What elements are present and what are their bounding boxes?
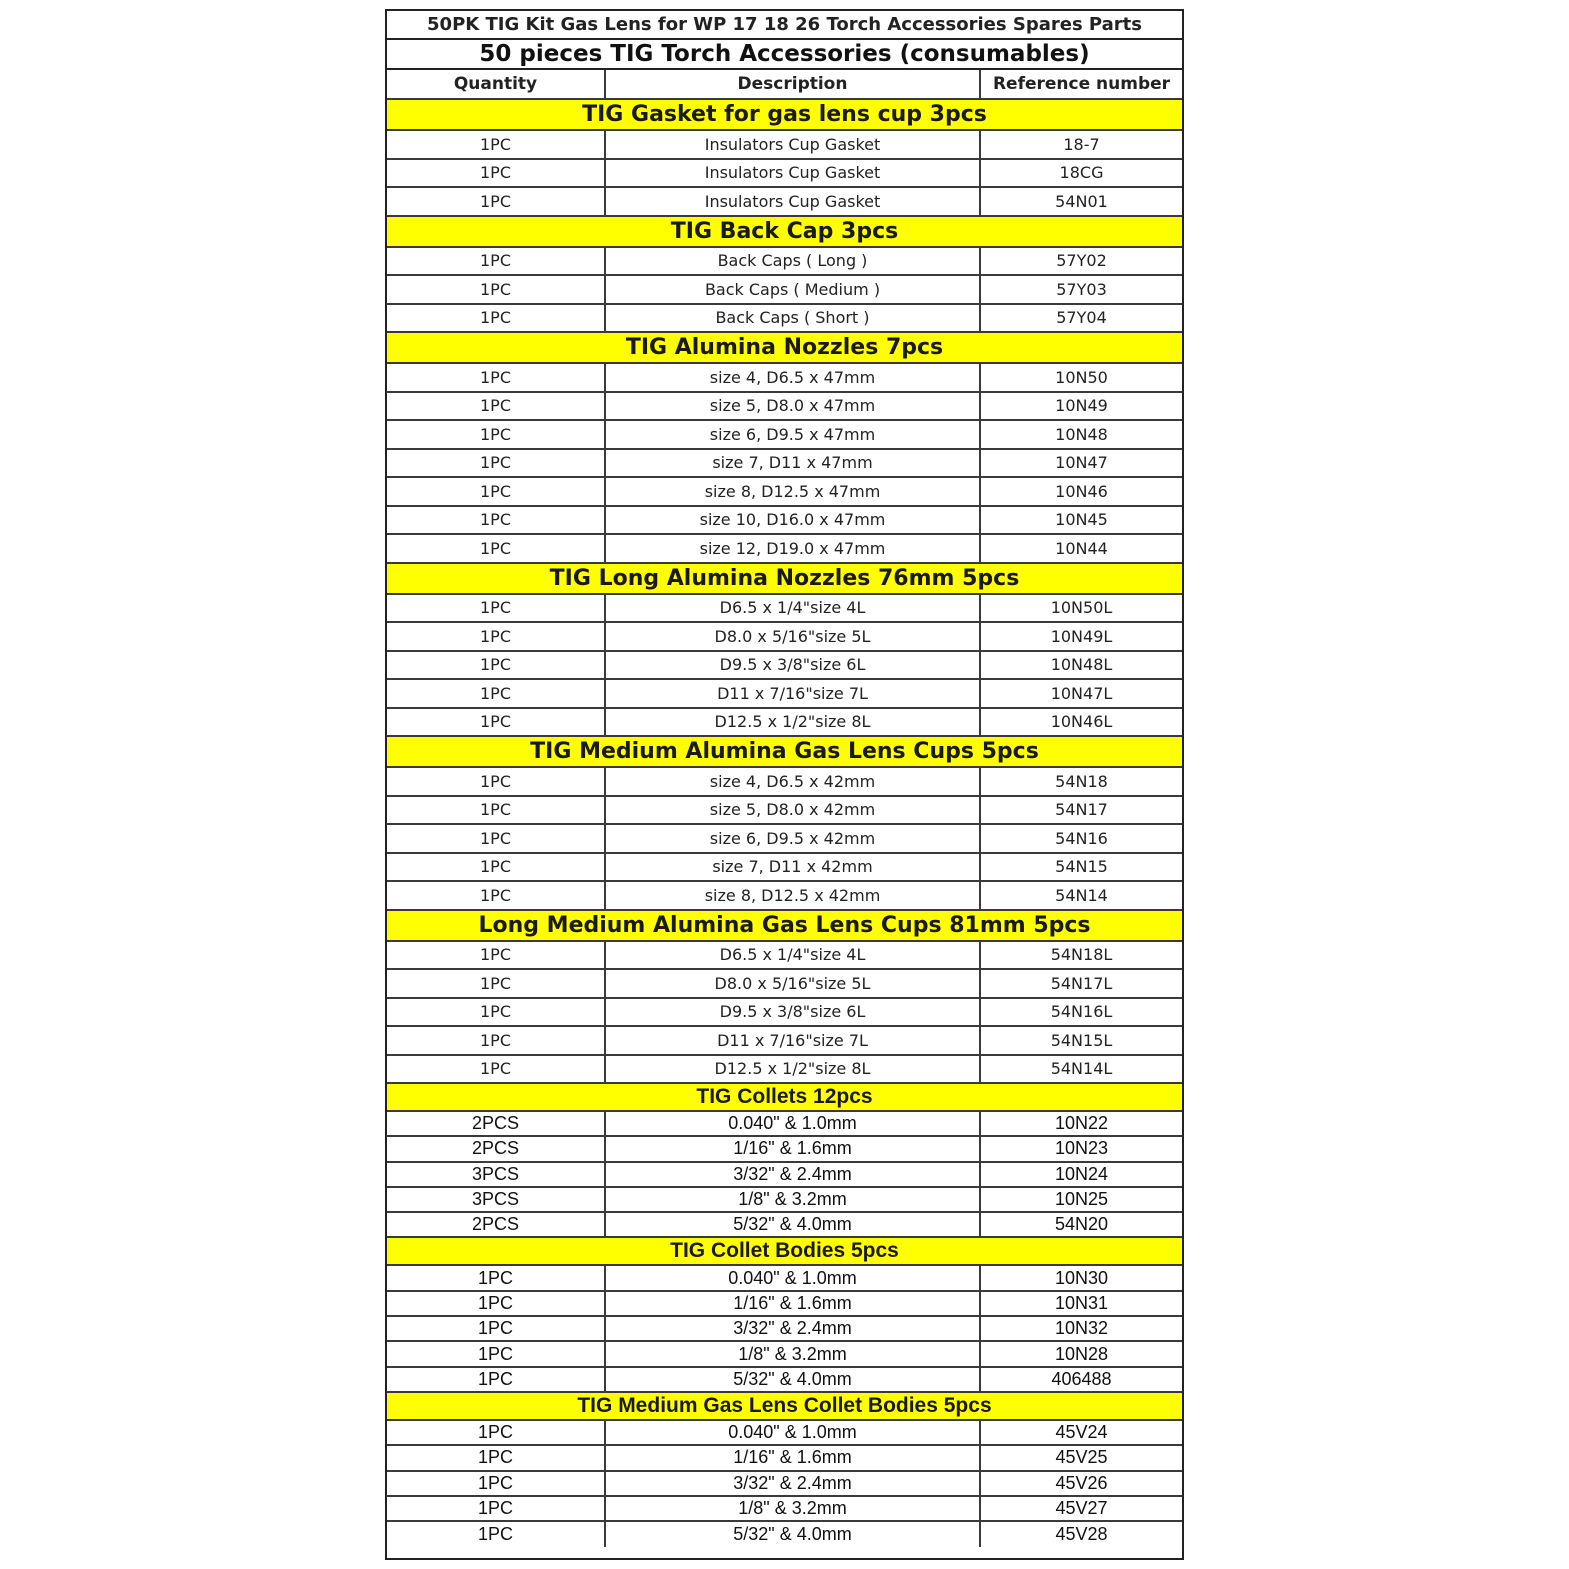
table-row: [387, 1213, 1182, 1238]
table-row: [387, 393, 1182, 422]
reference-cell: 10N22: [1054, 1113, 1109, 1134]
quantity-cell: 3PCS: [387, 1188, 606, 1211]
description-cell: D11 x 7/16"size 7L: [606, 1027, 981, 1054]
section: [387, 1238, 1182, 1392]
table-row: [387, 131, 1182, 160]
table-row: [387, 768, 1182, 797]
table-row: [387, 1188, 1182, 1213]
table-row: [387, 421, 1182, 450]
description-cell: size 7, D11 x 42mm: [606, 854, 981, 881]
description-cell: D11 x 7/16"size 7L: [606, 680, 981, 707]
description-cell: size 10, D16.0 x 47mm: [606, 507, 981, 534]
quantity-cell: 1PC: [387, 1446, 606, 1469]
description-cell: size 6, D9.5 x 42mm: [606, 825, 981, 852]
section-title: TIG Long Alumina Nozzles 76mm 5pcs: [387, 564, 1182, 595]
table-row: [387, 1137, 1182, 1162]
column-header-row: [387, 70, 1182, 100]
description-cell: 1/8" & 3.2mm: [606, 1342, 981, 1365]
description-cell: size 7, D11 x 47mm: [606, 450, 981, 477]
quantity-cell: 1PC: [387, 1056, 606, 1083]
table-row: [387, 1446, 1182, 1471]
reference-cell: 10N48: [1055, 424, 1108, 444]
description-cell: Insulators Cup Gasket: [606, 131, 981, 158]
description-cell: Back Caps ( Medium ): [606, 276, 981, 303]
description-cell: 3/32" & 2.4mm: [606, 1317, 981, 1340]
reference-cell: 10N25: [1054, 1189, 1109, 1210]
quantity-cell: 1PC: [387, 999, 606, 1026]
reference-cell: 10N49: [1055, 396, 1108, 416]
description-cell: D12.5 x 1/2"size 8L: [606, 709, 981, 736]
reference-cell: 45V25: [1055, 1447, 1108, 1468]
table-row: [387, 825, 1182, 854]
description-cell: size 4, D6.5 x 47mm: [606, 364, 981, 391]
table-row: [387, 1266, 1182, 1291]
section-title: TIG Medium Alumina Gas Lens Cups 5pcs: [387, 737, 1182, 768]
section-title: TIG Back Cap 3pcs: [387, 217, 1182, 248]
description-cell: D8.0 x 5/16"size 5L: [606, 970, 981, 997]
quantity-cell: 1PC: [387, 248, 606, 275]
description-cell: Insulators Cup Gasket: [606, 188, 981, 215]
quantity-cell: 1PC: [387, 825, 606, 852]
description-cell: D12.5 x 1/2"size 8L: [606, 1056, 981, 1083]
reference-cell: 18CG: [1059, 163, 1104, 183]
reference-cell: 54N18L: [1050, 945, 1113, 965]
quantity-cell: 1PC: [387, 1368, 606, 1391]
quantity-cell: 1PC: [387, 709, 606, 736]
table-row: [387, 248, 1182, 277]
description-cell: D9.5 x 3/8"size 6L: [606, 999, 981, 1026]
quantity-cell: 3PCS: [387, 1163, 606, 1186]
description-cell: 0.040" & 1.0mm: [606, 1112, 981, 1135]
section-group-upper: [387, 100, 1182, 1084]
reference-cell: 54N15: [1055, 857, 1108, 877]
quantity-cell: 1PC: [387, 854, 606, 881]
description-cell: D8.0 x 5/16"size 5L: [606, 623, 981, 650]
quantity-cell: 1PC: [387, 535, 606, 562]
reference-cell: 45V28: [1055, 1524, 1108, 1545]
reference-cell: 10N32: [1054, 1318, 1109, 1339]
parts-table: [385, 9, 1184, 1560]
quantity-cell: 1PC: [387, 450, 606, 477]
reference-cell: 54N14: [1055, 885, 1108, 905]
reference-cell: 54N14L: [1050, 1059, 1113, 1079]
column-header-quantity: Quantity: [387, 70, 606, 98]
table-row: [387, 1368, 1182, 1393]
table-row: [387, 160, 1182, 189]
quantity-cell: 1PC: [387, 1522, 606, 1547]
table-row: [387, 1421, 1182, 1446]
quantity-cell: 1PC: [387, 1027, 606, 1054]
table-row: [387, 478, 1182, 507]
description-cell: Back Caps ( Short ): [606, 305, 981, 332]
table-row: [387, 854, 1182, 883]
table-row: [387, 1112, 1182, 1137]
table-row: [387, 942, 1182, 971]
quantity-cell: 1PC: [387, 768, 606, 795]
quantity-cell: 1PC: [387, 364, 606, 391]
reference-cell: 10N30: [1054, 1267, 1109, 1288]
reference-cell: 10N44: [1055, 538, 1108, 558]
quantity-cell: 1PC: [387, 1421, 606, 1444]
table-row: [387, 1342, 1182, 1367]
reference-cell: 57Y02: [1056, 251, 1107, 271]
reference-cell: 406488: [1051, 1368, 1112, 1389]
table-row: [387, 709, 1182, 738]
reference-cell: 57Y03: [1056, 279, 1107, 299]
table-row: [387, 970, 1182, 999]
reference-cell: 54N20: [1054, 1214, 1109, 1235]
table-row: [387, 535, 1182, 564]
quantity-cell: 1PC: [387, 680, 606, 707]
reference-cell: 45V26: [1055, 1472, 1108, 1493]
reference-cell: 10N49L: [1050, 626, 1113, 646]
reference-cell: 54N01: [1055, 191, 1108, 211]
table-row: [387, 1292, 1182, 1317]
table-row: [387, 680, 1182, 709]
quantity-cell: 1PC: [387, 623, 606, 650]
quantity-cell: 1PC: [387, 1342, 606, 1365]
reference-cell: 54N16: [1055, 828, 1108, 848]
table-row: [387, 188, 1182, 217]
table-row: [387, 1522, 1182, 1547]
description-cell: 1/8" & 3.2mm: [606, 1188, 981, 1211]
reference-cell: 57Y04: [1056, 308, 1107, 328]
description-cell: size 4, D6.5 x 42mm: [606, 768, 981, 795]
reference-cell: 54N16L: [1050, 1002, 1113, 1022]
section-title: TIG Collets 12pcs: [387, 1084, 1182, 1112]
section-title: TIG Medium Gas Lens Collet Bodies 5pcs: [387, 1393, 1182, 1421]
description-cell: size 8, D12.5 x 42mm: [606, 882, 981, 909]
section: [387, 1393, 1182, 1547]
section: [387, 217, 1182, 334]
reference-cell: 54N17: [1055, 800, 1108, 820]
table-row: [387, 999, 1182, 1028]
description-cell: 5/32" & 4.0mm: [606, 1522, 981, 1547]
reference-cell: 18-7: [1063, 134, 1100, 154]
quantity-cell: 1PC: [387, 131, 606, 158]
description-cell: size 5, D8.0 x 47mm: [606, 393, 981, 420]
quantity-cell: 1PC: [387, 507, 606, 534]
description-cell: D6.5 x 1/4"size 4L: [606, 595, 981, 622]
reference-cell: 10N24: [1054, 1163, 1109, 1184]
description-cell: D6.5 x 1/4"size 4L: [606, 942, 981, 969]
reference-cell: 10N48L: [1050, 655, 1113, 675]
reference-cell: 10N50: [1055, 367, 1108, 387]
description-cell: 0.040" & 1.0mm: [606, 1421, 981, 1444]
table-title: 50PK TIG Kit Gas Lens for WP 17 18 26 Torch Accessories Spares Parts: [387, 11, 1182, 40]
table-row: [387, 1056, 1182, 1085]
description-cell: 1/8" & 3.2mm: [606, 1497, 981, 1520]
quantity-cell: 1PC: [387, 970, 606, 997]
quantity-cell: 1PC: [387, 1292, 606, 1315]
description-cell: 5/32" & 4.0mm: [606, 1368, 981, 1391]
section: [387, 911, 1182, 1085]
section: [387, 1084, 1182, 1238]
description-cell: 1/16" & 1.6mm: [606, 1137, 981, 1160]
table-row: [387, 1472, 1182, 1497]
table-row: [387, 797, 1182, 826]
reference-cell: 10N28: [1054, 1343, 1109, 1364]
reference-cell: 10N50L: [1050, 598, 1113, 618]
quantity-cell: 1PC: [387, 942, 606, 969]
section-group-lower: [387, 1084, 1182, 1547]
quantity-cell: 1PC: [387, 160, 606, 187]
quantity-cell: 1PC: [387, 188, 606, 215]
section-title: TIG Alumina Nozzles 7pcs: [387, 333, 1182, 364]
table-row: [387, 1027, 1182, 1056]
table-row: [387, 450, 1182, 479]
reference-cell: 45V27: [1055, 1498, 1108, 1518]
quantity-cell: 1PC: [387, 305, 606, 332]
quantity-cell: 1PC: [387, 276, 606, 303]
description-cell: size 12, D19.0 x 47mm: [606, 535, 981, 562]
description-cell: 3/32" & 2.4mm: [606, 1472, 981, 1495]
description-cell: size 5, D8.0 x 42mm: [606, 797, 981, 824]
column-header-description: Description: [606, 70, 981, 98]
reference-cell: 10N31: [1054, 1292, 1109, 1313]
reference-cell: 45V24: [1055, 1422, 1108, 1443]
reference-cell: 54N18: [1055, 771, 1108, 791]
section-title: TIG Gasket for gas lens cup 3pcs: [387, 100, 1182, 131]
quantity-cell: 1PC: [387, 1497, 606, 1520]
reference-cell: 54N17L: [1050, 973, 1113, 993]
description-cell: 1/16" & 1.6mm: [606, 1446, 981, 1469]
table-subtitle: 50 pieces TIG Torch Accessories (consumables): [387, 40, 1182, 70]
section-title: Long Medium Alumina Gas Lens Cups 81mm 5pcs: [387, 911, 1182, 942]
quantity-cell: 1PC: [387, 1472, 606, 1495]
reference-cell: 10N23: [1054, 1138, 1109, 1159]
description-cell: 1/16" & 1.6mm: [606, 1292, 981, 1315]
table-row: [387, 507, 1182, 536]
table-row: [387, 882, 1182, 911]
quantity-cell: 2PCS: [387, 1213, 606, 1236]
table-row: [387, 1497, 1182, 1522]
table-row: [387, 305, 1182, 334]
section: [387, 100, 1182, 217]
reference-cell: 54N15L: [1050, 1030, 1113, 1050]
table-row: [387, 1317, 1182, 1342]
quantity-cell: 1PC: [387, 393, 606, 420]
description-cell: 3/32" & 2.4mm: [606, 1163, 981, 1186]
quantity-cell: 1PC: [387, 1317, 606, 1340]
quantity-cell: 2PCS: [387, 1137, 606, 1160]
description-cell: size 6, D9.5 x 47mm: [606, 421, 981, 448]
table-row: [387, 652, 1182, 681]
reference-cell: 10N46L: [1050, 712, 1113, 732]
quantity-cell: 1PC: [387, 1266, 606, 1289]
quantity-cell: 2PCS: [387, 1112, 606, 1135]
reference-cell: 10N46: [1055, 481, 1108, 501]
description-cell: D9.5 x 3/8"size 6L: [606, 652, 981, 679]
description-cell: 0.040" & 1.0mm: [606, 1266, 981, 1289]
reference-cell: 10N47: [1055, 453, 1108, 473]
quantity-cell: 1PC: [387, 421, 606, 448]
description-cell: size 8, D12.5 x 47mm: [606, 478, 981, 505]
section: [387, 737, 1182, 911]
table-row: [387, 623, 1182, 652]
quantity-cell: 1PC: [387, 595, 606, 622]
section-title: TIG Collet Bodies 5pcs: [387, 1238, 1182, 1266]
description-cell: Back Caps ( Long ): [606, 248, 981, 275]
column-header-reference: Reference number: [992, 74, 1171, 94]
quantity-cell: 1PC: [387, 652, 606, 679]
section: [387, 564, 1182, 738]
quantity-cell: 1PC: [387, 478, 606, 505]
section: [387, 333, 1182, 564]
table-row: [387, 364, 1182, 393]
reference-cell: 10N45: [1055, 510, 1108, 530]
reference-cell: 10N47L: [1050, 683, 1113, 703]
table-row: [387, 595, 1182, 624]
description-cell: 5/32" & 4.0mm: [606, 1213, 981, 1236]
table-row: [387, 276, 1182, 305]
description-cell: Insulators Cup Gasket: [606, 160, 981, 187]
quantity-cell: 1PC: [387, 882, 606, 909]
quantity-cell: 1PC: [387, 797, 606, 824]
table-row: [387, 1163, 1182, 1188]
